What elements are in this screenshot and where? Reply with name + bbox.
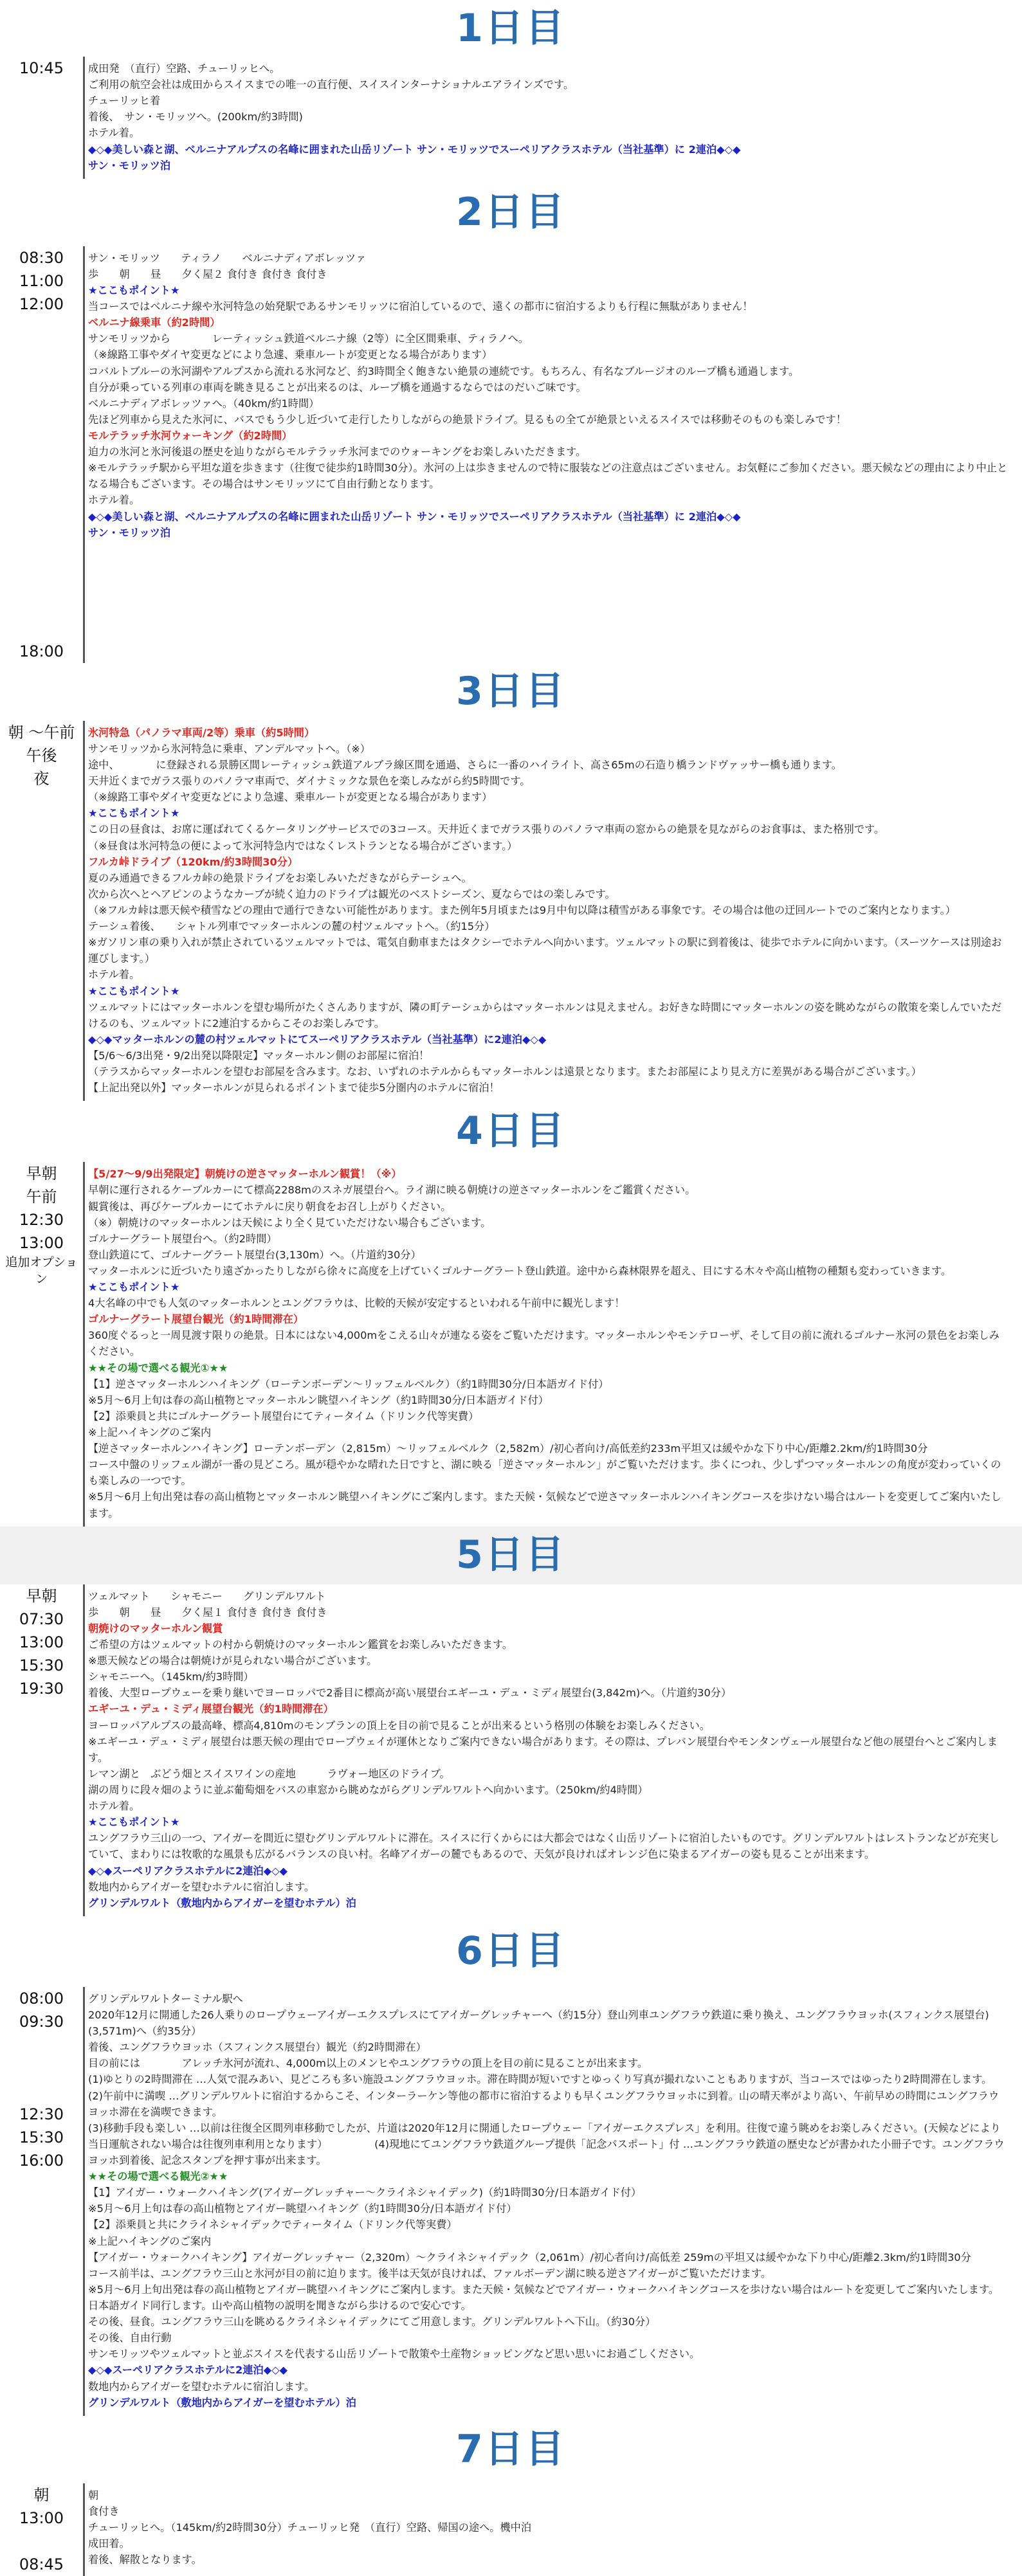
itinerary-line: ホテル着。 [88,494,140,507]
day-heading: 4日目 [456,1109,566,1154]
itinerary-line: コース中盤のリッフェル湖が一番の見どころ。風が穏やかな晴れた日ですと、湖に映る「逆さマッターホルン」がご覧いただけます。歩くにつれ、少しずつマッターホルンの角度が変わっていくのも楽しみの一つです。 [88,1458,1001,1487]
itinerary-line: （※）朝焼けのマッターホルンは天候により全く見ていただけない場合もございます。 [88,1216,491,1229]
itinerary-line: ※モルテラッチ駅から平坦な道を歩きます（往復で徒歩約1時間30分）。氷河の上は歩きませんので特に服装などの注意点はございません。お気軽にご参加ください。悪天候などの理由により中止となる場合もございます。その場合はサンモリッツにて自由行動となります。 [88,462,1008,491]
time-label: 12:30 [19,2105,64,2123]
itinerary-line: 【上記出発以外】マッターホルンが見られるポイントまで徒歩5分圏内のホテルに宿泊！ [88,1082,500,1094]
itinerary-line: コバルトブルーの氷河湖やアルプスから流れる氷河など、約3時間全く飽きない絶景の連続です。もちろん、有名なブルージオのループ橋も通過します。 [88,365,799,377]
time-column [0,1987,85,2416]
day-content [85,2483,1022,2576]
time-label [0,385,83,408]
time-label: 朝 ～午前 [8,723,75,741]
time-label: 追加オプション [5,1255,78,1286]
itinerary-line: （※線路工事やダイヤ変更などにより急遽、乗車ルートが変更となる場合があります） [88,349,493,361]
itinerary-line: サンモリッツから レーティッシュ鉄道ベルニナ線（2等）に全区間乗車、ティラノへ。 [88,332,529,345]
itinerary-line: ご希望の方はツェルマットの村から朝焼けのマッターホルン鑑賞をお楽しみいただきます。 [88,1638,513,1651]
day-section [0,246,1022,663]
day-content [85,1162,1022,1526]
itinerary-line: 【2】添乗員と共にゴルナーグラート展望台にてティータイム（ドリンク代等実費） [88,1410,479,1422]
day-section [0,1584,1022,1916]
time-label [0,316,83,339]
itinerary-line: ※上記ハイキングのご案内 [88,1426,212,1439]
time-column [0,1584,85,1916]
day-content [85,246,1022,663]
itinerary-line: ※5月～6月上旬は春の高山植物とマッターホルン眺望ハイキング（約1時間30分/日本語ガイド付） [88,1393,549,1406]
time-label [0,431,83,455]
day-section [0,2483,1022,2576]
itinerary-line: ◆◇◆美しい森と湖、ベルニナアルプスの名峰に囲まれた山岳リゾート サン・モリッツでスーペリアクラスホテル（当社基準）に 2連泊◆◇◆ [88,143,741,156]
itinerary-line: ※5月～6月上旬出発は春の高山植物とアイガー眺望ハイキングにご案内します。また天候・気候などでアイガー・ウォークハイキングコースを歩けない場合はルートを変更してご案内いたします。 [88,2283,999,2296]
time-label: 夜 [33,769,50,788]
itinerary-line: （テラスからマッターホルンを望むお部屋を含みます。なお、いずれのホテルからもマッターホルンは遠景となります。またお部屋により見え方に差異がある場合がございます。） [88,1066,922,1078]
time-label: 07:30 [19,1610,64,1628]
itinerary-line: （※フルカ峠は悪天候や積雪などの理由で通行できない可能性があります。また例年5月頃または9月中旬以降は積雪がある事象です。その場合は他の迂回ルートでのご案内となります。） [88,903,956,916]
itinerary-line: (2)午前中に満喫 …グリンデルワルトに宿泊するからこそ、インターラーケン等他の都市に宿泊するよりも早くユングフラウヨッホに到着。山の晴天率がより高い、午前早めの時間にユングフラウヨッホ滞在を満喫できます。 [88,2089,999,2118]
time-label: 12:00 [19,295,64,313]
time-label [0,2080,83,2103]
day-content [85,1987,1022,2416]
itinerary-line: 成田発 （直行）空路、チューリッヒへ。 [88,62,280,75]
itinerary-line: 【5/27～9/9出発限定】朝焼けの逆さマッターホルン観賞！（※） [88,1168,402,1181]
itinerary-line: ★ここもポイント★ [88,984,180,997]
itinerary-line: （※昼食は氷河特急の便によって氷河特急内ではなくレストランとなる場合がございます。） [88,839,518,852]
time-label [0,2056,83,2080]
time-label [0,570,83,594]
itinerary-line: サンモリッツから氷河特急に乗車、アンデルマットへ。（※） [88,742,370,755]
day-section [0,1987,1022,2416]
itinerary-line: ※エギーユ・デュ・ミディ展望台は悪天候の理由でロープウェイが運休となりご案内できない場合があります。その際は、プレバン展望台やモンタンヴェール展望台など他の展望台へとご案内します。 [88,1735,998,1764]
itinerary-line: 日本語ガイド同行します。山や高山植物の説明を聞きながら歩けるので安心です。 [88,2299,471,2312]
itinerary-line: ※ガソリン車の乗り入れが禁止されているツェルマットでは、電気自動車またはタクシーでホテルへ向かいます。ツェルマットの駅に到着後は、徒歩でホテルに向かいます。（スーツケースは別途お運びします。） [88,936,1002,965]
day-heading: 6日目 [456,1928,566,1974]
time-label: 18:00 [19,642,64,660]
itinerary-line: 先ほど列車から見えた氷河に、バスでもう少し近づいて走行したりしながらの絶景ドライブ。見るもの全てが絶景といえるスイスでは移動そのものも楽しみです！ [88,413,846,426]
time-label: 08:45 [19,2555,64,2573]
time-label [0,2530,83,2553]
time-label [0,408,83,431]
time-label [0,547,83,570]
time-column [0,721,85,1102]
itinerary-line: 着後、ユングフラウヨッホ（スフィンクス展望台）観光（約2時間滞在） [88,2041,426,2054]
itinerary-line: サン・モリッツ泊 [88,526,171,539]
itinerary-line: 朝 [88,2489,99,2501]
time-label [0,617,83,640]
itinerary-line: ツェルマット シャモニー グリンデルワルト [88,1590,326,1602]
itinerary-line: 数地内からアイガーを望むホテルに宿泊します。 [88,2380,315,2393]
time-label: 早朝 [26,1586,57,1605]
time-label: 08:00 [19,1989,64,2008]
itinerary-line: 氷河特急（パノラマ車両/2等）乗車（約5時間） [88,726,315,739]
itinerary-line: 360度ぐるっと一周見渡す限りの絶景。日本にはない4,000mをこえる山々が連なる姿をご覧いただけます。マッターホルンやモンテローザ、そして目の前に流れるゴルナー氷河の景色をお楽しみください。 [88,1329,999,1358]
itinerary-line: 【アイガー・ウォークハイキング】アイガーグレッチャー（2,320m）～クライネシャイデック（2,061m）/初心者向け/高低差 259mの平坦又は緩やかな下り中心/距離2.3km/約1時間30分 [88,2251,971,2263]
itinerary-line: 4大名峰の中でも人気のマッターホルンとユングフラウは、比較的天候が安定するといわれる午前中に観光します！ [88,1297,625,1310]
itinerary-line: チューリッヒへ。（145km/約2時間30分）チューリッヒ発 （直行）空路、帰国の途へ。機中泊 [88,2521,532,2534]
itinerary-line: 【1】逆さマッターホルンハイキング（ローテンボーデン～リッフェルベルク）（約1時間30分/日本語ガイド付） [88,1377,609,1390]
day-content [85,57,1022,179]
day-heading: 3日目 [456,669,566,714]
itinerary-line: グリンデルワルト（敷地内からアイガーを望むホテル）泊 [88,2396,356,2409]
itinerary-line: 登山鉄道にて、ゴルナーグラート展望台(3,130m）へ。（片道約30分） [88,1248,421,1261]
day-heading: 1日目 [456,5,566,51]
time-label: 13:00 [19,1633,64,1651]
itinerary-line: ホテル着。 [88,968,140,981]
itinerary-line: ★★その場で選べる観光②★★ [88,2170,228,2183]
time-label [0,339,83,362]
itinerary-line: ※5月～6月上旬出発は春の高山植物とマッターホルン眺望ハイキングにご案内します。また天候・気候などで逆さマッターホルンハイキングコースを歩けない場合はルートを変更してご案内いたします。 [88,1491,1001,1519]
time-label [0,524,83,547]
itinerary-line: 湖の周りに段々畑のように並ぶ葡萄畑をバスの車窓から眺めながらグリンデルワルトへ向かいます。（250km/約4時間） [88,1784,648,1796]
time-label: 13:00 [19,2508,64,2527]
itinerary-line: ホテル着。 [88,1800,140,1813]
itinerary-line: 次から次へとヘアピンのようなカーブが続く迫力のドライブは観光のベストシーズン、夏ならではの楽しみです。 [88,887,616,900]
itinerary-line: この日の昼食は、お席に運ばれてくるケータリングサービスでの3コース。天井近くまでガラス張りのパノラマ車両の窓からの絶景を見ながらのお食事は、また格別です。 [88,823,885,836]
itinerary-line: ヨーロッパアルプスの最高峰、標高4,810mのモンブランの頂上を目の前で見ることが出来るという格別の体験をお楽しみください。 [88,1719,710,1732]
time-label [0,501,83,524]
itinerary-line: ★ここもポイント★ [88,284,180,296]
itinerary-line: その後、自由行動 [88,2332,172,2345]
itinerary-line: レマン湖と ぶどう畑とスイスワインの産地 ラヴォー地区のドライブ。 [88,1767,450,1780]
itinerary-line: 当コースではベルニナ線や氷河特急の始発駅であるサンモリッツに宿泊しているので、遠くの都市に宿泊するよりも行程に無駄がありません！ [88,300,753,313]
time-label: 11:00 [19,271,64,290]
itinerary-line: ツェルマットにはマッターホルンを望む場所がたくさんありますが、隣の町テーシュからはマッターホルンは見えません。お好きな時間にマッターホルンの姿を眺めながらの散策を楽しんでいただけるのも、ツェルマットに2連泊するからこそのお楽しみです。 [88,1001,1002,1029]
itinerary-line: エギーユ・デュ・ミディ展望台観光（約1時間滞在） [88,1703,334,1716]
itinerary-line: サンモリッツやツェルマットと並ぶスイスを代表する山岳リゾートで散策や土産物ショッピングなど思い思いにお過ごしください。 [88,2348,700,2361]
itinerary-line: シャモニーへ。（145km/約3時間） [88,1671,254,1683]
itinerary-line: (3)移動手段も楽しい …以前は往復全区間列車移動でしたが、片道は2020年12月に開通したロープウェー「アイガーエクスプレス」を利用。往復で違う眺めをお楽しみください。(天候などにより当日運航されない場合は往復列車利用となります） (4)現地にてユングフラウ鉄道グループ提供「記念パスポート」付 …ユングフラウ鉄道の歴史などが書かれた小冊子です。ユングフラウヨッホ到着後、記念スタンプを押す事が出来ます。 [88,2121,1005,2166]
itinerary-line: 着後、大型ロープウェーを乗り継いでヨーロッパで2番目に標高が高い展望台エギーユ・デュ・ミディ展望台(3,842m)へ。（片道約30分） [88,1687,732,1700]
itinerary-line: （※線路工事やダイヤ変更などにより急遽、乗車ルートが変更となる場合があります） [88,791,493,804]
itinerary-line: ※悪天候などの場合は朝焼けが見られない場合がございます。 [88,1655,378,1667]
time-label [0,478,83,501]
itinerary-line: ホテル着。 [88,127,140,140]
time-label: 午後 [26,746,57,765]
day-content [85,1584,1022,1916]
itinerary-line: ★★その場で選べる観光①★★ [88,1361,228,1374]
time-column [0,2483,85,2576]
itinerary-line: 【1】アイガー・ウォークハイキング(アイガーグレッチャー～クライネシャイデック)（約1時間30分/日本語ガイド付） [88,2186,642,2199]
itinerary-line: 【2】添乗員と共にクライネシャイデックでティータイム（ドリンク代等実費） [88,2218,457,2231]
day-section [0,721,1022,1102]
itinerary-line: 歩 朝 昼 夕く屋１ 食付き 食付き 食付き [88,1606,327,1619]
itinerary-line: ベルニナディアボレッツァへ。（40km/約1時間） [88,397,320,410]
time-label: 15:30 [19,2128,64,2146]
itinerary-line: ★ここもポイント★ [88,1281,180,1294]
itinerary-line: フルカ峠ドライブ（120km/約3時間30分） [88,855,298,868]
itinerary-line: 成田着。 [88,2537,130,2550]
itinerary-line: 着後、解散となります。 [88,2553,202,2566]
day-heading: 5日目 [0,1527,1022,1584]
itinerary-line: 着後、 サン・モリッツへ。(200km/約3時間) [88,111,303,123]
itinerary-line: モルテラッチ氷河ウォーキング（約2時間） [88,429,293,442]
time-label: 19:30 [19,1679,64,1698]
itinerary-line: ゴルナーグラート展望台へ。（約2時間） [88,1232,277,1245]
day-section [0,57,1022,179]
time-label: 早朝 [26,1165,57,1183]
itinerary-line: ◆◇◆美しい森と湖、ベルニナアルプスの名峰に囲まれた山岳リゾート サン・モリッツでスーペリアクラスホテル（当社基準）に 2連泊◆◇◆ [88,510,741,523]
itinerary-line: 2020年12月に開通した26人乗りのロープウェーアイガーエクスプレスにてアイガーグレッチャーへ（約15分）登山列車ユングフラウ鉄道に乗り換え、ユングフラウヨッホ(スフィンクス展望台)(3,571m)へ（約35分） [88,2008,989,2038]
time-label: 08:30 [19,248,64,267]
time-column [0,246,85,663]
itinerary-line: チューリッヒ着 [88,95,161,107]
time-label [0,2033,83,2056]
time-label: 13:00 [19,1234,64,1253]
itinerary-line: ★ここもポイント★ [88,1816,180,1829]
time-label [0,362,83,385]
time-label: 15:30 [19,1656,64,1674]
itinerary-line: 夏のみ通過できるフルカ峠の絶景ドライブをお楽しみいただきながらテーシュへ。 [88,871,472,884]
itinerary-line: 観賞後は、再びケーブルカーにてホテルに戻り朝食をお召し上がりください。 [88,1200,452,1213]
itinerary-line: 歩 朝 昼 夕く屋２ 食付き 食付き 食付き [88,268,327,280]
time-label [0,594,83,617]
itinerary-line: 食付き [88,2505,120,2517]
itinerary-line: マッターホルンに近づいたり遠ざかったりしながら徐々に高度を上げていくゴルナーグラート登山鉄道。途中から森林限界を超え、目にする木々や高山植物の種類も変わっていきます。 [88,1264,952,1277]
time-label: 12:30 [19,1211,64,1229]
itinerary-line: サン・モリッツ泊 [88,159,171,172]
time-column [0,1162,85,1526]
itinerary-line: 迫力の氷河と氷河後退の歴史を辿りながらモルテラッチ氷河までのウォーキングをお楽しみいただきます。 [88,446,587,458]
itinerary-line: ※上記ハイキングのご案内 [88,2235,212,2247]
itinerary-line: ベルニナ線乗車（約2時間） [88,316,221,329]
itinerary-line: グリンデルワルト（敷地内からアイガーを望むホテル）泊 [88,1896,356,1909]
itinerary-line: 【5/6～6/3出発・9/2出発以降限定】マッターホルン側のお部屋に宿泊！ [88,1049,430,1062]
itinerary-line: テーシュ着後、 シャトル列車でマッターホルンの麓の村ツェルマットへ。（約15分） [88,920,495,933]
time-label: 朝 [33,2485,50,2504]
itinerary-line: ※5月～6月上旬は春の高山植物とアイガー眺望ハイキング（約1時間30分/日本語ガイド付） [88,2202,517,2215]
itinerary-line: ユングフラウ三山の一つ、アイガーを間近に望むグリンデルワルトに滞在。スイスに行くからには大都会ではなく山岳リゾートに宿泊したいものです。グリンデルワルトはレストランなどが充実していて、まわりには牧歌的な風景も広がるバランスの良い村。名峰アイガーの麓でもあるので、天気が良ければオレンジ色に染まるアイガーの姿も見ることが出来ます。 [88,1832,999,1861]
time-label: 09:30 [19,2012,64,2031]
itinerary-line: ◆◇◆スーペリアクラスホテルに2連泊◆◇◆ [88,2364,287,2377]
itinerary-line: 天井近くまでガラス張りのパノラマ車両で、ダイナミックな景色を楽しみながら約5時間です。 [88,775,531,788]
itinerary-line: その後、昼食。ユングフラウ三山を眺めるクライネシャイデックにてご用意します。グリンデルワルトへ下山。（約30分） [88,2316,656,2328]
itinerary-line: 途中、 に登録される景勝区間レーティッシュ鉄道アルブラ線区間を通過、さらに一番のハイライト、高さ65mの石造り橋ランドヴァッサー橋も通ります。 [88,758,842,771]
itinerary-line: (1)ゆとりの2時間滞在 …人気で混みあい、見どころも多い施設ユングフラウヨッホ。滞在時間が短いですとゆっくり写真が撮れないこともありますが、当コースではゆったり2時間滞在します。 [88,2073,992,2086]
itinerary-line: サン・モリッツ ティラノ ベルニナディアボレッツァ [88,251,367,264]
time-label: 午前 [26,1188,57,1206]
itinerary-line: コース前半は、ユングフラウ三山と氷河が目の前に迫ります。後半は天気が良ければ、ファルボーデン湖に映る逆さアイガーがご覧いただけます。 [88,2267,772,2280]
time-label: 16:00 [19,2151,64,2170]
day-content [85,721,1022,1102]
time-label [0,455,83,478]
itinerary-line: 数地内からアイガーを望むホテルに宿泊します。 [88,1880,315,1893]
day-section [0,1162,1022,1526]
itinerary-line: 自分が乗っている列車の車両を眺き見ることが出来るのは、ループ橋を通過するならではのだいご味です。 [88,381,587,394]
itinerary-line: ご利用の航空会社は成田からスイスまでの唯一の直行便、スイスインターナショナルエアラインズです。 [88,78,574,91]
day-heading: 7日目 [456,2426,566,2472]
itinerary-line: 目の前には アレッチ氷河が流れ、4,000m以上のメンヒやユングフラウの頂上を目の前に見ることが出来ます。 [88,2057,648,2070]
itinerary-line: 朝焼けのマッターホルン観賞 [88,1622,223,1635]
itinerary-line: 【逆さマッターホルンハイキング】ローテンボーデン（2,815m）～リッフェルベルク（2,582m）/初心者向け/高低差約233m平坦又は緩やかな下り中心/距離2.2km/約1時間30分 [88,1442,928,1455]
itinerary-line: ゴルナーグラート展望台観光（約1時間滞在） [88,1313,304,1326]
time-label: 10:45 [19,59,64,77]
day-heading: 2日目 [456,189,566,235]
itinerary-line: ◆◇◆マッターホルンの麓の村ツェルマットにてスーペリアクラスホテル（当社基準）に2連泊◆◇◆ [88,1033,547,1046]
itinerary-line: ◆◇◆スーペリアクラスホテルに2連泊◆◇◆ [88,1864,287,1877]
itinerary-line: グリンデルワルトターミナル駅へ [88,1992,243,2005]
time-column [0,57,85,179]
itinerary-line: ★ここもポイント★ [88,807,180,820]
itinerary-line: 早朝に運行されるケーブルカーにて標高2288mのスネガ展望台へ。ライ湖に映る朝焼けの逆さマッターホルンをご鑑賞ください。 [88,1184,696,1197]
